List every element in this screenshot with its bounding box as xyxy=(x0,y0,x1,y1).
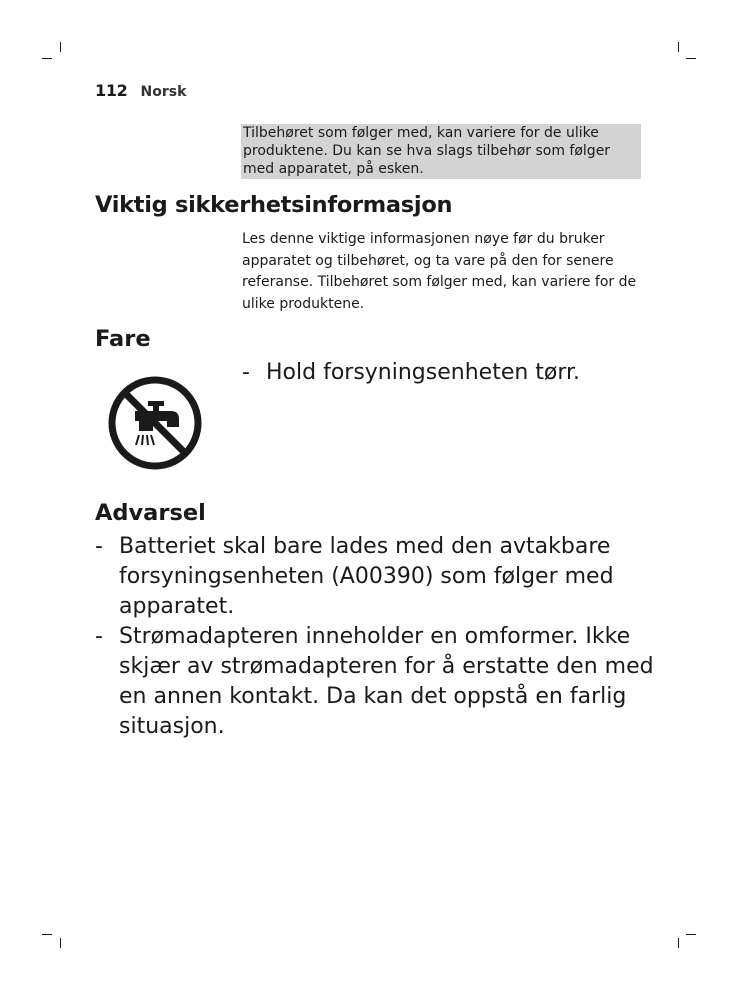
warning-item-text: Strømadapteren inneholder en omformer. Ikke skjær av strømadapteren for å erstatte den med en annen kontakt. Da kan det oppstå en farlig situasjon. xyxy=(119,624,654,739)
crop-mark xyxy=(686,58,696,59)
danger-heading: Fare xyxy=(95,326,151,352)
safety-heading: Viktig sikkerhetsinformasjon xyxy=(95,192,453,218)
list-dash: - xyxy=(242,360,250,385)
crop-mark xyxy=(678,42,679,52)
crop-mark xyxy=(686,934,696,935)
danger-item xyxy=(242,358,662,388)
crop-mark xyxy=(60,42,61,52)
page-number: 112 xyxy=(95,81,128,100)
crop-mark xyxy=(678,938,679,948)
crop-mark xyxy=(42,934,52,935)
warning-item xyxy=(95,622,675,742)
no-water-icon xyxy=(105,373,205,473)
warning-item xyxy=(95,532,675,622)
warning-list xyxy=(95,532,675,742)
crop-mark xyxy=(42,58,52,59)
accessories-note: Tilbehøret som følger med, kan variere for de ulike produktene. Du kan se hva slags tilbehør som følger med apparatet, på esken. xyxy=(241,124,641,179)
crop-mark xyxy=(60,938,61,948)
safety-intro: Les denne viktige informasjonen nøye før du bruker apparatet og tilbehøret, og ta vare på den for senere referanse. Tilbehøret som følger med, kan variere for de ulike produktene. xyxy=(242,231,637,312)
language-label: Norsk xyxy=(140,84,187,100)
list-dash: - xyxy=(95,534,103,559)
warning-item-text: Batteriet skal bare lades med den avtakbare forsyningsenheten (A00390) som følger med apparatet. xyxy=(119,534,614,619)
danger-item-text: Hold forsyningsenheten tørr. xyxy=(266,360,581,385)
warning-heading: Advarsel xyxy=(95,500,206,526)
list-dash: - xyxy=(95,624,103,649)
page-header xyxy=(95,81,186,100)
